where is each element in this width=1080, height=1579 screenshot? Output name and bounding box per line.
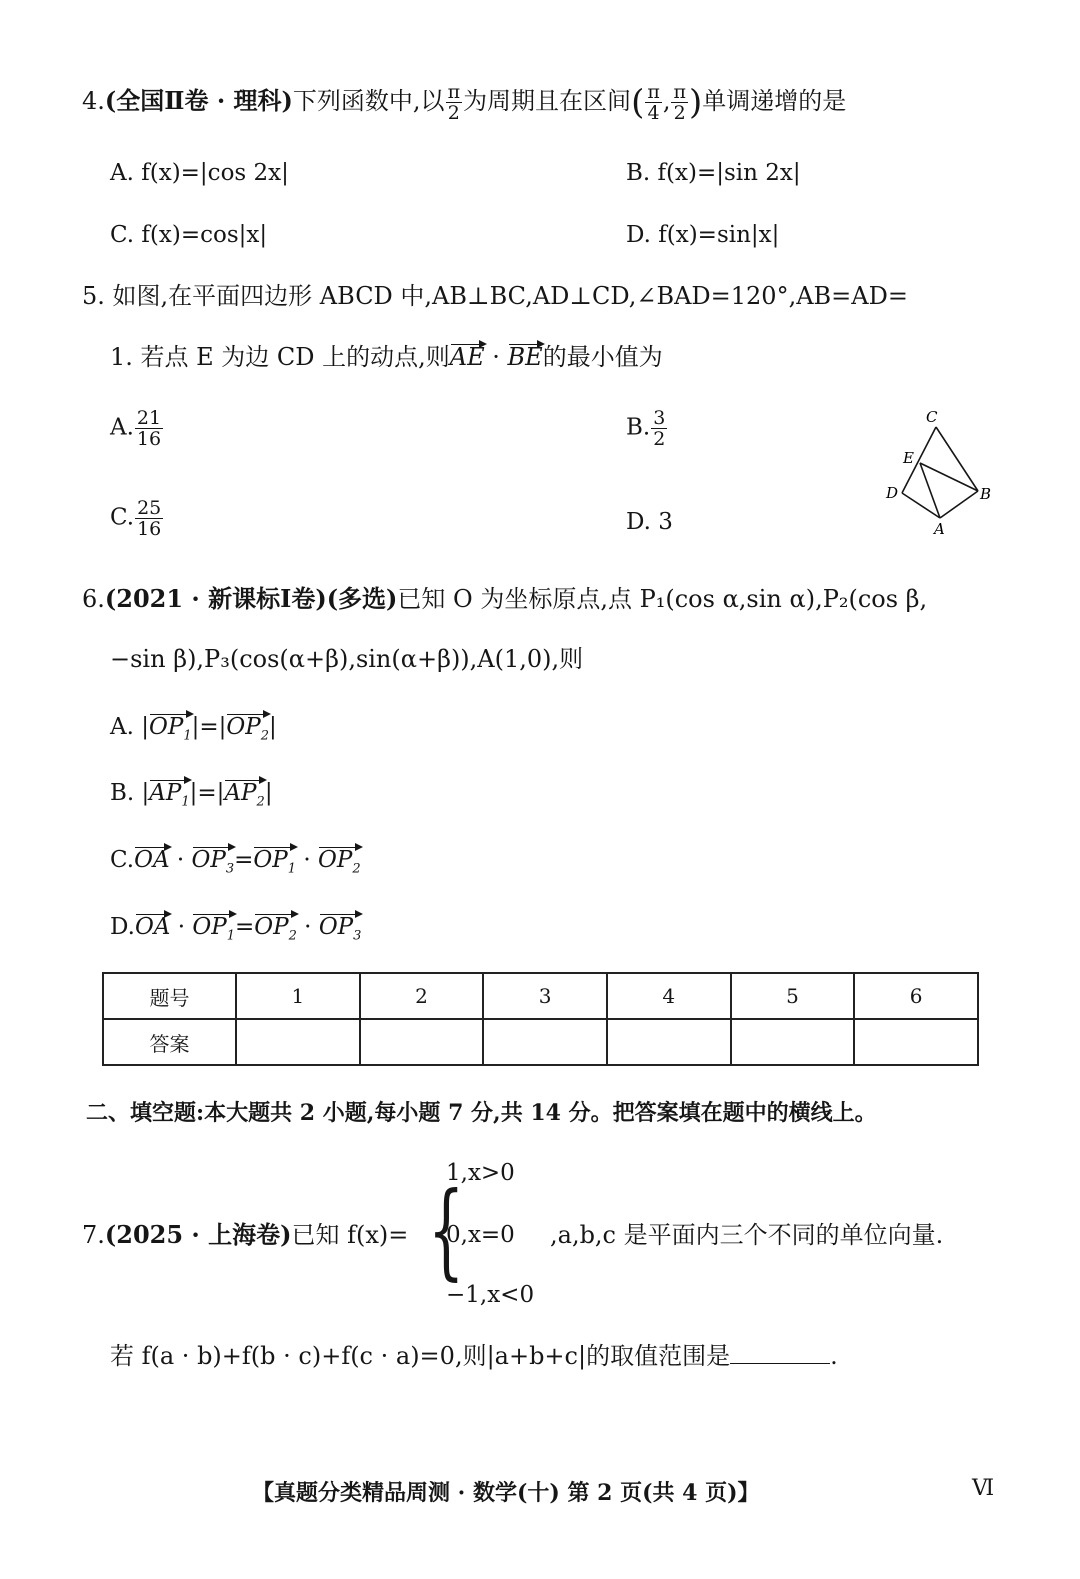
answer-blank[interactable] (730, 1341, 830, 1364)
vec-text: OP (192, 914, 227, 940)
equals: = (234, 914, 255, 940)
vector-op2 (226, 712, 269, 752)
question-number-cell: 5 (731, 973, 855, 1019)
frac-num: 25 (137, 497, 162, 519)
piecewise-brace: { (428, 1169, 465, 1291)
q4-option-d: D. f(x)=sin|x| (626, 222, 780, 248)
piecewise-case-1: 1,x>0 (446, 1160, 515, 1186)
q6-option-c (110, 845, 361, 885)
label-c: C (926, 408, 938, 426)
frac-den: 16 (136, 428, 162, 450)
answer-cell[interactable] (360, 1019, 484, 1065)
question-number-cell: 6 (854, 973, 978, 1019)
vector-op1 (192, 912, 235, 952)
q5-option-b (626, 408, 668, 449)
frac-num: π (647, 81, 660, 103)
subscript: 1 (226, 928, 235, 944)
q4-text-b: 为周期且在区间 (463, 87, 632, 115)
equals: = (234, 847, 254, 873)
edge-ba (940, 491, 978, 518)
q4-comma: , (662, 87, 671, 115)
section-2-heading: 二、填空题:本大题共 2 小题,每小题 7 分,共 14 分。把答案填在题中的横线上。 (86, 1100, 877, 1126)
q5-stem-line2 (110, 342, 663, 372)
vector-op3 (192, 845, 235, 885)
subscript: 3 (225, 861, 235, 877)
label-a: A (934, 520, 945, 538)
frac-num: π (447, 81, 461, 103)
subscript: 1 (287, 861, 297, 877)
q4-rparen: ) (688, 82, 703, 123)
q6-number: 6. (82, 585, 105, 613)
vec-text: OP (253, 847, 288, 873)
answer-cell[interactable] (731, 1019, 855, 1065)
vec-text: OP (317, 847, 353, 873)
vector-op1 (253, 845, 296, 885)
q7-number: 7. (82, 1221, 105, 1249)
piecewise-case-2: 0,x=0 (446, 1222, 515, 1248)
q6-source: (2021 · 新课标Ⅰ卷)(多选) (104, 584, 398, 613)
fraction (135, 408, 163, 449)
option-label: C. (110, 504, 135, 531)
q4-text-a: 下列函数中,以 (292, 87, 445, 115)
frac-den: 2 (673, 102, 686, 124)
q4-option-a: A. f(x)=|cos 2x| (110, 160, 289, 186)
q6-option-b (110, 778, 273, 818)
vector-oa: OA (134, 847, 170, 873)
dot-operator: · (296, 914, 319, 940)
vec-text: OP (318, 914, 354, 940)
q5-stem-line1: 5. 如图,在平面四边形 ABCD 中,AB⊥BC,AD⊥CD,∠BAD=120°,AB=AD= (82, 282, 908, 310)
abs-bar: | (269, 714, 277, 740)
option-label: B. (626, 414, 651, 441)
question-number-cell: 1 (236, 973, 360, 1019)
q4-number: 4. (82, 87, 105, 115)
q6-option-d (110, 912, 361, 952)
q6-stem-line2: −sin β),P₃(cos(α+β),sin(α+β)),A(1,0),则 (110, 645, 584, 673)
q6-option-a (110, 712, 277, 752)
option-label: B. | (110, 780, 150, 806)
vector-ae: AE (449, 343, 485, 371)
answer-table (102, 972, 979, 1066)
subscript: 2 (256, 794, 265, 810)
q5-option-a (110, 408, 164, 449)
vector-ap2 (224, 778, 264, 818)
q6-stem-line1 (82, 584, 927, 614)
vector-oa: OA (134, 914, 171, 940)
vec-text: AP (224, 780, 257, 806)
option-label: C. (110, 847, 135, 873)
q5-option-c (110, 498, 164, 539)
answer-cell[interactable] (236, 1019, 360, 1065)
subscript: 2 (352, 861, 361, 877)
q5-option-d: D. 3 (626, 509, 673, 535)
q4-stem (82, 82, 846, 123)
table-row (103, 973, 978, 1019)
q4-interval-end (671, 82, 688, 123)
subscript: 2 (288, 928, 297, 944)
q7-source: (2025 · 上海卷) (104, 1220, 292, 1249)
dot-operator: · (169, 847, 192, 873)
q7-stem-b: ,a,b,c 是平面内三个不同的单位向量. (550, 1221, 944, 1249)
subscript: 1 (183, 728, 192, 744)
option-label: D. (110, 914, 135, 940)
question-number-cell: 4 (607, 973, 731, 1019)
frac-den: 2 (653, 428, 666, 450)
frac-den: 2 (447, 102, 460, 124)
answer-cell[interactable] (483, 1019, 607, 1065)
footer-version-mark: Ⅵ (972, 1476, 995, 1501)
q4-source: (全国Ⅱ卷 · 理科) (104, 86, 293, 115)
vec-text: OP (148, 714, 184, 740)
label-e: E (903, 449, 914, 467)
dot-operator: · (484, 343, 508, 371)
quadrilateral-figure (880, 405, 1000, 540)
q4-option-c: C. f(x)=cos|x| (110, 222, 268, 248)
subscript: 2 (260, 728, 270, 744)
vector-ap1 (149, 778, 189, 818)
equals: |=| (191, 714, 227, 740)
q4-text-c: 单调递增的是 (702, 87, 847, 115)
q5-text-b: 的最小值为 (542, 343, 663, 371)
question-number-cell: 3 (483, 973, 607, 1019)
label-b: B (980, 485, 992, 503)
fraction (651, 408, 667, 449)
option-label: A. (110, 414, 134, 441)
fraction (135, 498, 163, 539)
frac-num: 21 (136, 407, 162, 429)
q7-stem-a (82, 1220, 408, 1250)
dot-operator: · (170, 914, 193, 940)
q7-text-line2: 若 f(a · b)+f(b · c)+f(c · a)=0,则|a+b+c|的取值范围是 (110, 1342, 731, 1370)
answer-cell[interactable] (607, 1019, 731, 1065)
vector-op2 (254, 912, 297, 952)
vec-text: OP (254, 914, 289, 940)
frac-num: 3 (653, 407, 666, 429)
subscript: 3 (353, 928, 362, 944)
q7-stem-line2 (110, 1341, 838, 1371)
vector-op1 (149, 712, 192, 752)
question-number-cell: 2 (360, 973, 484, 1019)
vector-be: BE (507, 343, 543, 371)
footer-page-info: 【真题分类精品周测 · 数学(十) 第 2 页(共 4 页)】 (252, 1480, 760, 1506)
q4-period-fraction (446, 82, 463, 123)
vector-op3 (319, 912, 362, 952)
vec-text: OP (226, 714, 261, 740)
q5-text-a: 1. 若点 E 为边 CD 上的动点,则 (110, 343, 450, 371)
option-label: A. | (110, 714, 149, 740)
vec-text: OP (191, 847, 226, 873)
piecewise-case-3: −1,x<0 (446, 1282, 535, 1308)
frac-den: 16 (137, 518, 162, 540)
q7-text-a: 已知 f(x)= (291, 1221, 409, 1249)
q7-end: . (830, 1342, 838, 1370)
edge-ad (902, 493, 940, 518)
q4-interval-start (645, 82, 662, 123)
frac-num: π (673, 81, 686, 103)
q4-option-b: B. f(x)=|sin 2x| (626, 160, 801, 186)
label-d: D (886, 484, 899, 502)
answer-cell[interactable] (854, 1019, 978, 1065)
abs-bar: | (264, 780, 273, 806)
q4-lparen: ( (631, 82, 645, 123)
subscript: 1 (181, 794, 190, 810)
vec-text: AP (149, 780, 182, 806)
table-header-cell: 题号 (103, 973, 236, 1019)
frac-den: 4 (647, 102, 660, 124)
vector-op2 (318, 845, 361, 885)
dot-operator: · (296, 847, 318, 873)
equals: |=| (189, 780, 225, 806)
table-row (103, 1019, 978, 1065)
q6-text-a: 已知 O 为坐标原点,点 P₁(cos α,sin α),P₂(cos β, (397, 585, 928, 613)
table-header-cell: 答案 (103, 1019, 236, 1065)
